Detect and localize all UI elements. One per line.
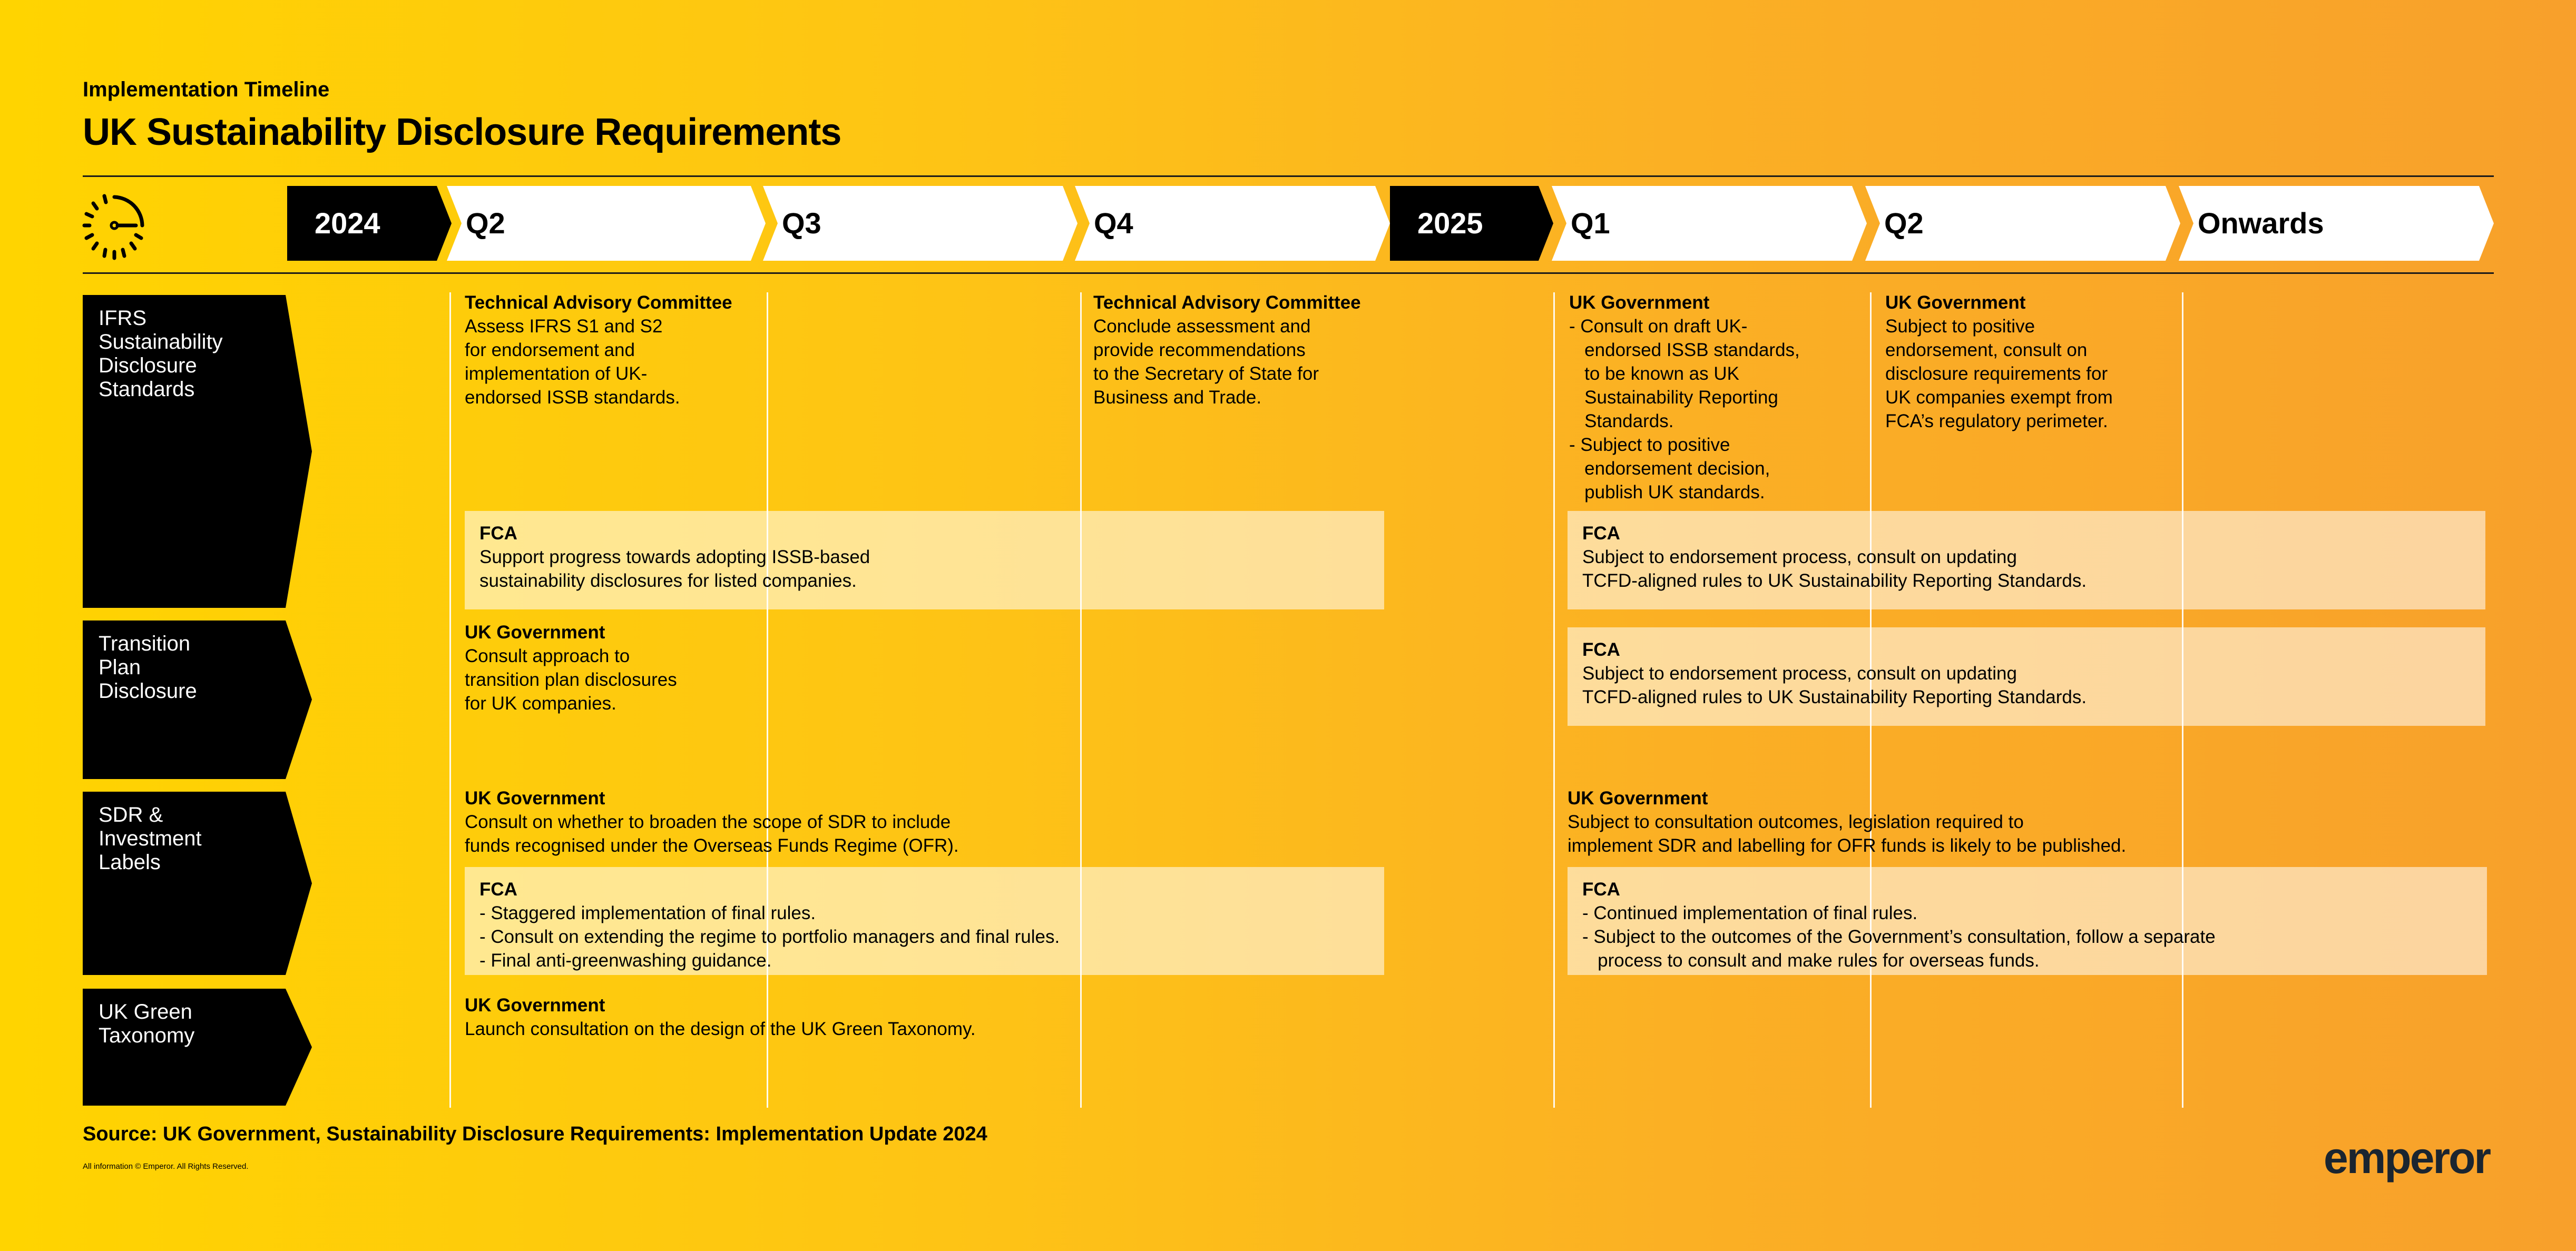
timeline-chevron-onwards (2179, 186, 2494, 261)
panel-sdr-fca-2025 (1568, 867, 2487, 975)
panel-ifrs-fca-2024 (465, 511, 1384, 609)
timeline-label: Onwards (2198, 206, 2324, 240)
panel-body: - Staggered implementation of final rules. - Consult on extending the regime to portfolio managers and final rules. - Final anti-greenwashing guidance. (479, 903, 1060, 971)
entry-sdr-gov-2024 (465, 786, 959, 858)
timeline-chevron-q4 (1075, 186, 1390, 261)
timeline-label: Q4 (1094, 206, 1133, 240)
entry-heading: Technical Advisory Committee (1093, 292, 1361, 313)
panel-heading: FCA (479, 523, 517, 544)
entry-ifrs-tac-q4 (1093, 291, 1361, 409)
column-divider (767, 292, 768, 1108)
column-divider (1080, 292, 1082, 1108)
entry-ifrs-tac-q2 (465, 291, 732, 409)
timeline-label: Q1 (1571, 206, 1610, 240)
column-divider (449, 292, 451, 1108)
panel-heading: FCA (1582, 879, 1620, 900)
panel-body: Subject to endorsement process, consult on updating TCFD-aligned rules to UK Sustainability Reporting Standards. (1582, 547, 2087, 591)
entry-body: Subject to positive endorsement, consult on disclosure requirements for UK companies exempt from FCA’s regulatory perimeter. (1885, 316, 2113, 431)
entry-body: Launch consultation on the design of the UK Green Taxonomy. (465, 1019, 976, 1039)
bottom-divider (83, 272, 2494, 274)
page-subtitle: Implementation Timeline (83, 78, 330, 101)
panel-heading: FCA (479, 879, 517, 900)
row-label-green-taxonomy (83, 989, 314, 1106)
emperor-logo: emperor (2324, 1133, 2490, 1183)
entry-transition-gov-2024 (465, 620, 677, 715)
entry-taxonomy-gov-2024 (465, 993, 976, 1041)
row-label-ifrs (83, 295, 314, 608)
entry-heading: UK Government (1569, 292, 1710, 313)
panel-sdr-fca-2024 (465, 867, 1384, 975)
timeline-label: Q2 (466, 206, 505, 240)
row-label-text: Transition Plan Disclosure (99, 632, 197, 703)
column-divider (1553, 292, 1555, 1108)
timeline-label: 2025 (1417, 206, 1483, 240)
panel-heading: FCA (1582, 523, 1620, 544)
timeline-chevron-q2 (447, 186, 766, 261)
page-title: UK Sustainability Disclosure Requirements (83, 111, 841, 153)
source-note: Source: UK Government, Sustainability Disclosure Requirements: Implementation Update 2024 (83, 1123, 987, 1145)
timeline-chevron-q3 (763, 186, 1078, 261)
entry-body: Conclude assessment and provide recommendations to the Secretary of State for Business and Trade. (1093, 316, 1319, 408)
entry-heading: UK Government (465, 995, 605, 1016)
entry-body: Consult on whether to broaden the scope of SDR to include funds recognised under the Overseas Funds Regime (OFR). (465, 812, 959, 856)
entry-heading: UK Government (1885, 292, 2026, 313)
row-label-text: UK Green Taxonomy (99, 1000, 195, 1047)
entry-body: Assess IFRS S1 and S2 for endorsement and implementation of UK- endorsed ISSB standards. (465, 316, 680, 408)
entry-heading: UK Government (1568, 788, 1708, 809)
entry-heading: UK Government (465, 622, 605, 643)
row-label-sdr (83, 792, 314, 975)
entry-heading: Technical Advisory Committee (465, 292, 732, 313)
copyright-note: All information © Emperor. All Rights Reserved. (83, 1162, 249, 1171)
timeline-label: 2024 (315, 206, 380, 240)
panel-body: - Continued implementation of final rules. - Subject to the outcomes of the Government’s consultation, follow a separate process to consult and make rules for overseas funds. (1582, 903, 2216, 971)
entry-sdr-gov-2025 (1568, 786, 2126, 858)
panel-body: Support progress towards adopting ISSB-based sustainability disclosures for listed companies. (479, 547, 870, 591)
row-label-text: IFRS Sustainability Disclosure Standards (99, 307, 223, 401)
panel-heading: FCA (1582, 639, 1620, 660)
timeline-chevron-q2 (1865, 186, 2180, 261)
entry-body: Consult approach to transition plan disclosures for UK companies. (465, 646, 677, 714)
row-label-transition-plan (83, 620, 314, 779)
entry-body: - Consult on draft UK- endorsed ISSB standards, to be known as UK Sustainability Reporting Standards. - Subject to positive endorsement decision, publish UK standards. (1569, 316, 1800, 503)
timeline-chevron-2025 (1390, 186, 1553, 261)
row-label-text: SDR & Investment Labels (99, 803, 202, 874)
entry-body: Subject to consultation outcomes, legislation required to implement SDR and labelling for OFR funds is likely to be published. (1568, 812, 2127, 856)
entry-heading: UK Government (465, 788, 605, 809)
panel-ifrs-fca-2025 (1568, 511, 2485, 609)
timeline-label: Q3 (782, 206, 821, 240)
panel-transition-fca-2025 (1568, 627, 2485, 726)
panel-body: Subject to endorsement process, consult on updating TCFD-aligned rules to UK Sustainability Reporting Standards. (1582, 663, 2087, 707)
entry-ifrs-gov-q2 (1885, 291, 2113, 433)
clock-icon (79, 189, 153, 262)
top-divider (83, 175, 2494, 177)
timeline-label: Q2 (1884, 206, 1924, 240)
timeline-chevron-2024 (287, 186, 452, 261)
timeline-chevron-q1 (1552, 186, 1867, 261)
entry-ifrs-gov-q1 (1569, 291, 1800, 504)
